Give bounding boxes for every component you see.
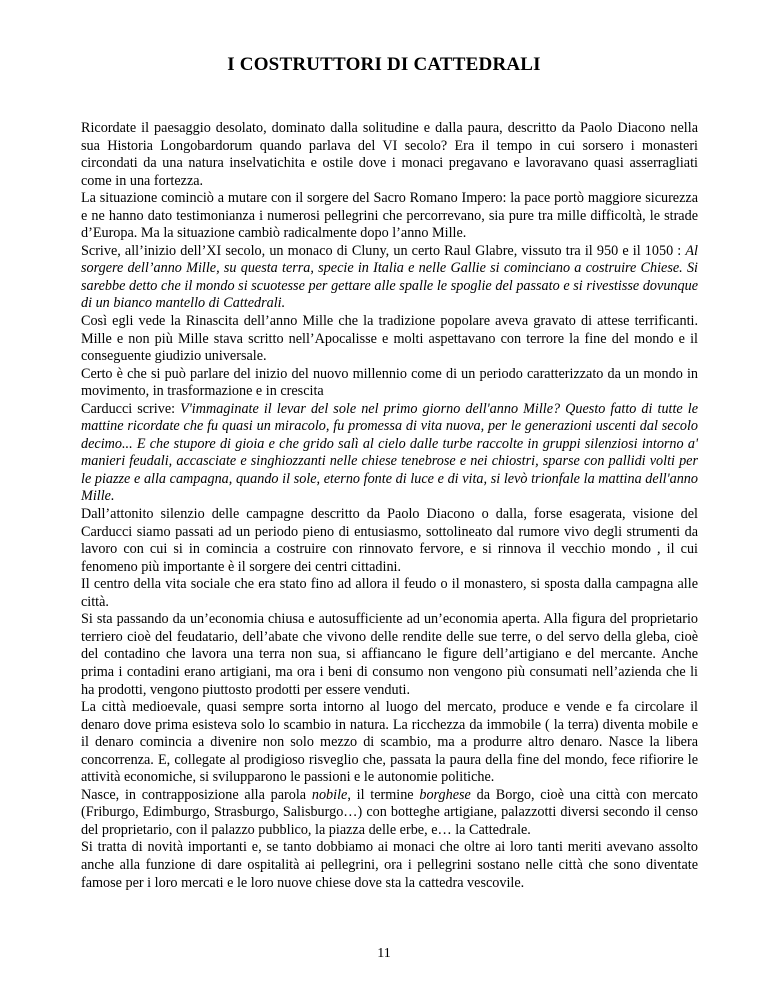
page-title: I COSTRUTTORI DI CATTEDRALI: [227, 54, 541, 75]
paragraph: [81, 313, 698, 366]
paragraph: [81, 190, 698, 243]
paragraph: [81, 699, 698, 787]
body-text: [81, 120, 698, 892]
text-run: Certo è che si può parlare del inizio del nuovo millennio come di un periodo caratterizzato da un mondo in movimento, in trasformazione e in crescita: [81, 365, 698, 400]
text-run: , il termine: [347, 786, 420, 803]
text-run: da Borgo, cioè una città con mercato (Friburgo, Edimburgo, Strasburgo, Salisburgo…) con botteghe artigiane, palazzotti diversi secondo il censo del proprietario, con il palazzo pubblico, la piazza delle erbe, e… la Cattedrale.: [81, 786, 698, 838]
paragraph: [81, 787, 698, 840]
paragraph: [81, 506, 698, 576]
text-run: Ricordate il paesaggio desolato, dominato dalla solitudine e dalla paura, descritto da Paolo Diacono nella sua Historia Longobardorum quando parlava del VI secolo? Era il tempo in cui sorsero i monasteri circondati da una natura inselvatichita e ostile dove i monaci pregavano e lavoravano quasi asserragliati come in una fortezza.: [81, 120, 698, 189]
page-number: 11: [377, 946, 391, 961]
paragraph: [81, 611, 698, 699]
text-run: Così egli vede la Rinascita dell’anno Mille che la tradizione popolare aveva gravato di attese terrificanti. Mille e non più Mille stava scritto nell’Apocalisse e molti aspettavano con terrore la fine del mondo e il conseguente giudizio universale.: [81, 313, 698, 365]
text-run: La città medioevale, quasi sempre sorta intorno al luogo del mercato, produce e vende e fa circolare il denaro dove prima esisteva solo lo scambio in natura. La ricchezza da immobile ( la terra) diventa mobile e il denaro comincia a divenire non solo mezzo di scambio, ma a produrre altro denaro. Nasce la libera concorrenza. E, collegate al prodigioso risveglio che, passata la paura della fine del mondo, fece rifiorire le attività economiche, si svilupparono le passioni e le autonomie politiche.: [81, 699, 698, 786]
text-run: Dall’attonito silenzio delle campagne descritto da Paolo Diacono o dalla, forse esagerata, visione del Carducci siamo passati ad un periodo pieno di entusiasmo, sottolineato dal rumore vivo degli strumenti da lavoro con cui si in comincia a costruire con rinnovato fervore, e si rinnova il vecchio mondo , il cui fenomeno più importante è il sorgere dei centri cittadini.: [81, 506, 698, 575]
italic-text: Al sorgere dell’anno Mille, su questa terra, specie in Italia e nelle Gallie si cominciano a costruire Chiese. Si sarebbe detto che il mondo si scuotesse per gettare alle spalle le spoglie del passato e si rivestisse dovunque di un bianco mantello di Cattedrali.: [81, 242, 698, 312]
paragraph: [81, 243, 698, 313]
paragraph: [81, 839, 698, 892]
text-run: Si sta passando da un’economia chiusa e autosufficiente ad un’economia aperta. Alla figura del proprietario terriero cioè del feudatario, dell’abate che vivono delle rendite delle sue terre, o del servo della gleba, cioè del contadino che lavora una terra non sua, si affiancano le figure dell’artigiano e del mercante. Anche prima i contadini erano artigiani, ma ora i beni di consumo non vengono più consumati nell’azienda che li ha prodotti, vengono piuttosto prodotti per essere venduti.: [81, 611, 698, 698]
italic-text: V'immaginate il levar del sole nel primo giorno dell'anno Mille? Questo fatto di tutte le mattine ricordate che fu quasi un miracolo, fu promessa di vita nuova, per le generazioni uscenti dal secolo decimo... E che stupore di gioia e che grido salì al cielo dalle turbe raccolte in gruppi silenziosi intorno a' manieri feudali, accasciate e singhiozzanti nelle chiese tenebrose e nei chiostri, sparse con pallidi volti per le piazze e alla campagna, quando il sole, eterno fonte di luce e di vita, si levò trionfale la mattina dell'anno Mille.: [81, 400, 698, 505]
text-run: Si tratta di novità importanti e, se tanto dobbiamo ai monaci che oltre ai loro tanti meriti avevano assolto anche alla funzione di dare ospitalità ai pellegrini, ora i pellegrini sostano nelle città che sono diventate famose per i loro mercati e le loro nuove chiese dove sta la cattedra vescovile.: [81, 839, 698, 891]
italic-text: nobile: [311, 786, 348, 803]
text-run: Il centro della vita sociale che era stato fino ad allora il feudo o il monastero, si sposta dalla campagna alle città.: [81, 576, 698, 610]
paragraph: [81, 366, 698, 401]
text-run: Nasce, in contrapposizione alla parola: [81, 786, 312, 803]
italic-text: borghese: [419, 786, 471, 803]
paragraph: [81, 576, 698, 611]
text-run: Scrive, all’inizio dell’XI secolo, un monaco di Cluny, un certo Raul Glabre, vissuto tra il 950 e il 1050 :: [81, 242, 686, 259]
text-run: Carducci scrive:: [81, 400, 181, 417]
paragraph: [81, 401, 698, 506]
text-run: La situazione cominciò a mutare con il sorgere del Sacro Romano Impero: la pace portò maggiore sicurezza e ne hanno dato testimonianza i numerosi pellegrini che percorrevano, sia pure tra mille difficoltà, le strade d’Europa. Ma la situazione cambiò radicalmente dopo l’anno Mille.: [81, 190, 698, 242]
paragraph: [81, 120, 698, 190]
